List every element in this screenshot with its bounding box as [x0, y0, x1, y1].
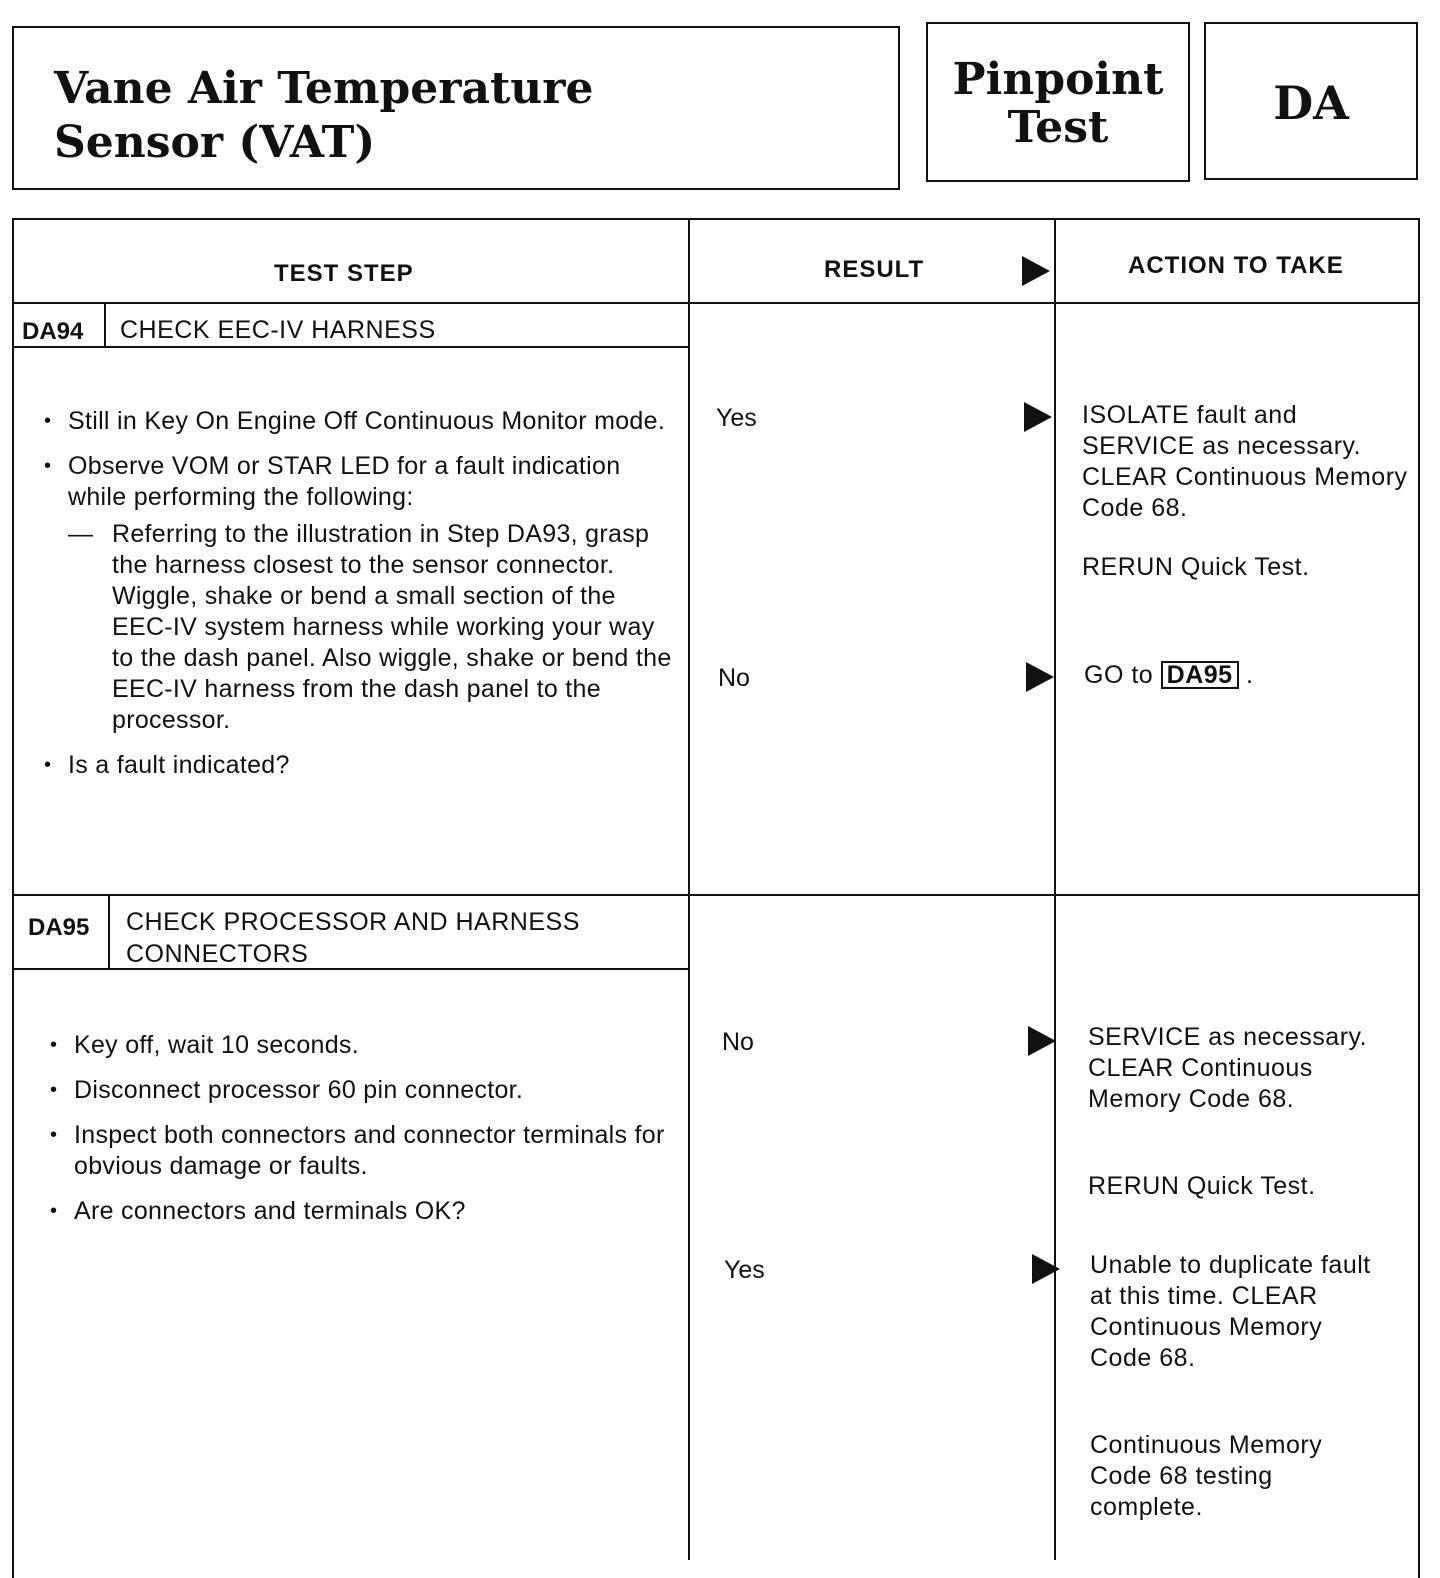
step-instructions	[44, 406, 674, 795]
test-code: DA	[1273, 76, 1349, 130]
header-test-step: TEST STEP	[274, 260, 414, 287]
list-item: • Inspect both connectors and connector terminals for obvious damage or faults.	[50, 1120, 680, 1182]
list-item: • Still in Key On Engine Off Continuous Monitor mode.	[44, 406, 674, 437]
action-text: ISOLATE fault and SERVICE as necessary. CLEAR Continuous Memory Code 68. RERUN Quick Test.	[1082, 401, 1408, 581]
list-item: • Is a fault indicated?	[44, 750, 674, 781]
pinpoint-table	[12, 218, 1420, 1578]
result-arrow-icon	[1032, 1254, 1060, 1284]
result-arrow-icon	[1026, 662, 1054, 692]
list-item: • Key off, wait 10 seconds.	[50, 1030, 680, 1061]
result-yes: Yes	[716, 404, 757, 432]
sub-list-item: — Referring to the illustration in Step DA93, grasp the harness closest to the sensor connector. Wiggle, shake or bend a small section of the EEC-IV system harness while working your way to the dash panel. Also wiggle, shake or bend the EEC-IV harness from the dash panel to the processor.	[68, 519, 674, 736]
action-text: SERVICE as necessary. CLEAR Continuous Memory Code 68. RERUN Quick Test.	[1088, 1023, 1368, 1200]
step-id: DA94	[22, 318, 84, 345]
list-item: • Observe VOM or STAR LED for a fault indication while performing the following: — Referring to the illustration in Step DA93, grasp the harness closest to the sensor connector. Wiggle, shake or bend a small section of the EEC-IV system harness while working your way to the dash panel. Also wiggle, shake or bend the EEC-IV harness from the dash panel to the processor.	[44, 451, 674, 736]
result-no: No	[718, 664, 750, 692]
step-divider	[14, 894, 1418, 896]
step-id: DA95	[28, 914, 90, 941]
list-item: • Disconnect processor 60 pin connector.	[50, 1075, 680, 1106]
step-title-divider	[14, 346, 688, 348]
step-title: CHECK PROCESSOR AND HARNESS CONNECTORS	[126, 908, 580, 968]
header-result: RESULT	[824, 256, 925, 283]
test-code-box	[1204, 22, 1418, 180]
step-id-divider	[108, 896, 110, 968]
column-divider	[688, 220, 690, 1560]
result-no: No	[722, 1028, 754, 1056]
step-id-divider	[104, 304, 106, 346]
header-divider	[14, 302, 1418, 304]
column-divider	[1054, 220, 1056, 1560]
pinpoint-test-box	[926, 22, 1190, 182]
goto-action: GO to DA95 .	[1084, 661, 1254, 689]
result-arrow-icon	[1028, 1026, 1056, 1056]
header-action: ACTION TO TAKE	[1128, 252, 1344, 279]
title-box	[12, 26, 900, 190]
step-instructions	[50, 1030, 680, 1241]
result-arrow-icon	[1024, 402, 1052, 432]
action-text: Unable to duplicate fault at this time. CLEAR Continuous Memory Code 68. Continuous Memory Code 68 testing complete.	[1090, 1251, 1371, 1521]
result-yes: Yes	[724, 1256, 765, 1284]
page-title: Vane Air Temperature Sensor (VAT)	[54, 63, 594, 168]
list-item: • Are connectors and terminals OK?	[50, 1196, 680, 1227]
step-title: CHECK EEC-IV HARNESS	[120, 316, 436, 344]
header-arrow-icon	[1022, 256, 1050, 286]
pinpoint-test-label: Pinpoint Test	[952, 54, 1164, 153]
step-reference[interactable]: DA95	[1161, 661, 1239, 689]
